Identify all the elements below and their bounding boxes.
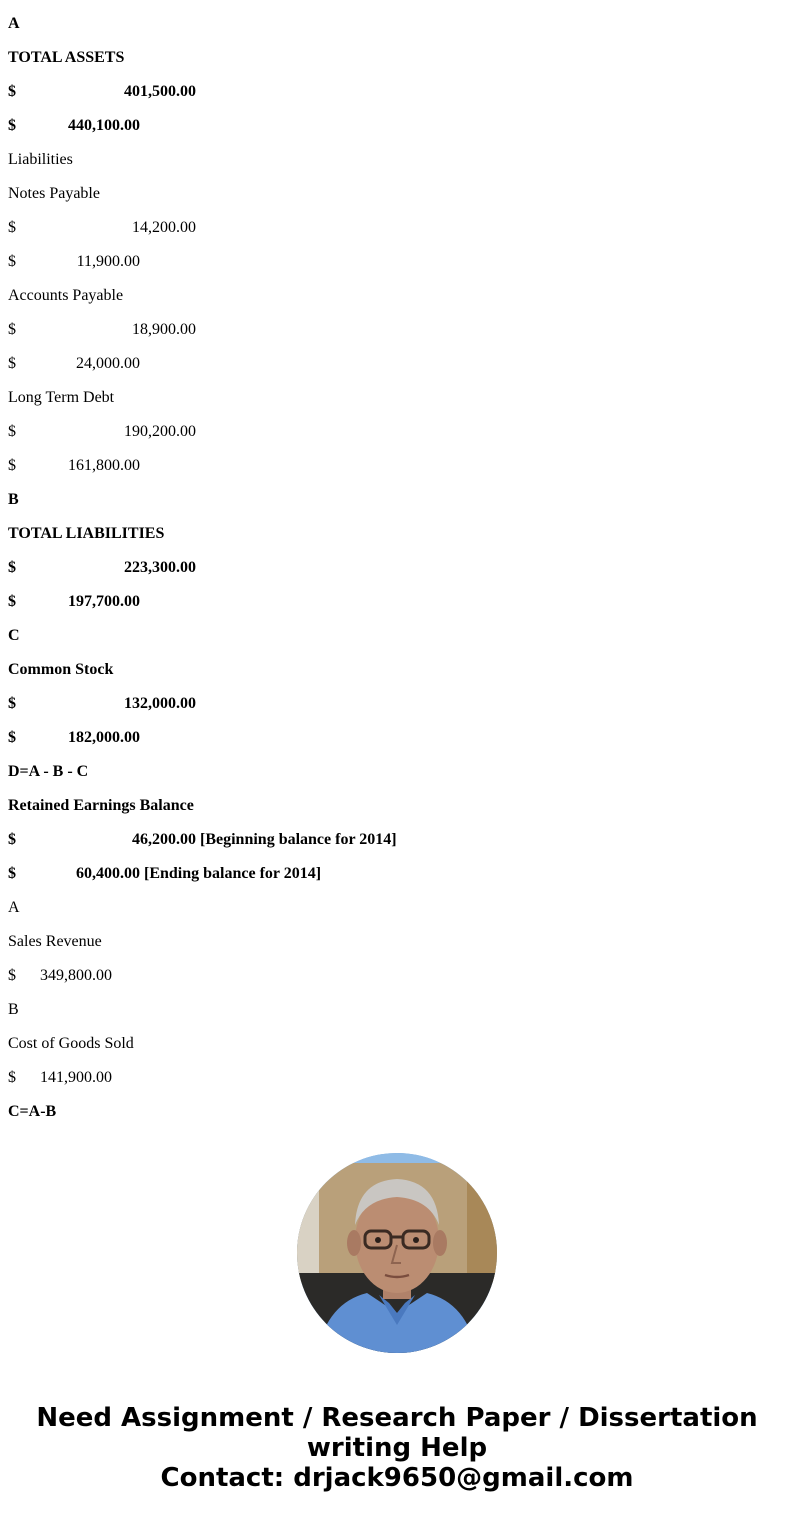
currency-symbol: $	[8, 219, 16, 236]
common-stock-2014-value: 182,000.00	[68, 729, 140, 746]
total-assets-2013-value: 401,500.00	[124, 83, 196, 100]
common-stock-label: Common Stock	[8, 661, 114, 678]
accounts-payable-label: Accounts Payable	[8, 287, 124, 304]
total-assets-2014-row	[8, 116, 788, 150]
currency-symbol: $	[8, 593, 16, 610]
notes-payable-2013-value: 14,200.00	[132, 219, 196, 236]
currency-symbol: $	[8, 865, 16, 882]
total-assets-label: TOTAL ASSETS	[8, 49, 125, 66]
common-stock-2014-row	[8, 728, 788, 762]
notes-payable-2013-row	[8, 218, 788, 252]
total-assets-2013-row	[8, 82, 788, 116]
currency-symbol: $	[8, 253, 16, 270]
common-stock-2013-row	[8, 694, 788, 728]
retained-earnings-begin-row	[8, 830, 788, 864]
cogs-row	[8, 1068, 788, 1102]
banner-line-1: Need Assignment / Research Paper / Dissertation	[36, 1403, 758, 1433]
sales-marker: A	[8, 899, 20, 916]
retained-earnings-end-row	[8, 864, 788, 898]
currency-symbol: $	[8, 729, 16, 746]
sales-revenue-label: Sales Revenue	[8, 933, 102, 950]
cogs-value: 141,900.00	[40, 1069, 112, 1086]
sales-revenue-row	[8, 966, 788, 1000]
total-liabilities-2014-value: 197,700.00	[68, 593, 140, 610]
total-liabilities-2013-value: 223,300.00	[124, 559, 196, 576]
notes-payable-2014-value: 11,900.00	[76, 253, 140, 270]
currency-symbol: $	[8, 967, 16, 984]
retained-earnings-label: Retained Earnings Balance	[8, 797, 194, 814]
liabilities-marker: B	[8, 491, 19, 508]
retained-earnings-formula: D=A - B - C	[8, 763, 89, 780]
retained-earnings-begin-note: [Beginning balance for 2014]	[200, 831, 397, 848]
retained-earnings-begin-value: 46,200.00	[132, 831, 196, 848]
banner-contact-email: Contact: drjack9650@gmail.com	[160, 1463, 634, 1493]
gross-profit-formula: C=A-B	[8, 1103, 57, 1120]
currency-symbol: $	[8, 559, 16, 576]
accounts-payable-2013-value: 18,900.00	[132, 321, 196, 338]
author-avatar	[297, 1153, 497, 1353]
sales-revenue-value: 349,800.00	[40, 967, 112, 984]
accounts-payable-2014-value: 24,000.00	[76, 355, 140, 372]
currency-symbol: $	[8, 831, 16, 848]
stock-marker: C	[8, 627, 20, 644]
long-term-debt-2013-value: 190,200.00	[124, 423, 196, 440]
currency-symbol: $	[8, 695, 16, 712]
currency-symbol: $	[8, 355, 16, 372]
total-liabilities-label: TOTAL LIABILITIES	[8, 525, 165, 542]
common-stock-2013-value: 132,000.00	[124, 695, 196, 712]
currency-symbol: $	[8, 423, 16, 440]
total-assets-2014-value: 440,100.00	[68, 117, 140, 134]
long-term-debt-2014-value: 161,800.00	[68, 457, 140, 474]
currency-symbol: $	[8, 1069, 16, 1086]
liabilities-label: Liabilities	[8, 151, 73, 168]
currency-symbol: $	[8, 457, 16, 474]
long-term-debt-label: Long Term Debt	[8, 389, 115, 406]
total-liabilities-2013-row	[8, 558, 788, 592]
retained-earnings-end-value: 60,400.00	[76, 865, 140, 882]
currency-symbol: $	[8, 321, 16, 338]
currency-symbol: $	[8, 83, 16, 100]
long-term-debt-2013-row	[8, 422, 788, 456]
currency-symbol: $	[8, 117, 16, 134]
notes-payable-label: Notes Payable	[8, 185, 100, 202]
retained-earnings-end-note: [Ending balance for 2014]	[144, 865, 322, 882]
accounts-payable-2014-row	[8, 354, 788, 388]
long-term-debt-2014-row	[8, 456, 788, 490]
cogs-marker: B	[8, 1001, 19, 1018]
document-body	[8, 14, 788, 1136]
portrait-image	[297, 1153, 497, 1353]
contact-banner	[0, 1403, 794, 1493]
assets-marker: A	[8, 15, 20, 32]
notes-payable-2014-row	[8, 252, 788, 286]
banner-line-2: writing Help	[306, 1433, 488, 1463]
total-liabilities-2014-row	[8, 592, 788, 626]
cogs-label: Cost of Goods Sold	[8, 1035, 134, 1052]
accounts-payable-2013-row	[8, 320, 788, 354]
